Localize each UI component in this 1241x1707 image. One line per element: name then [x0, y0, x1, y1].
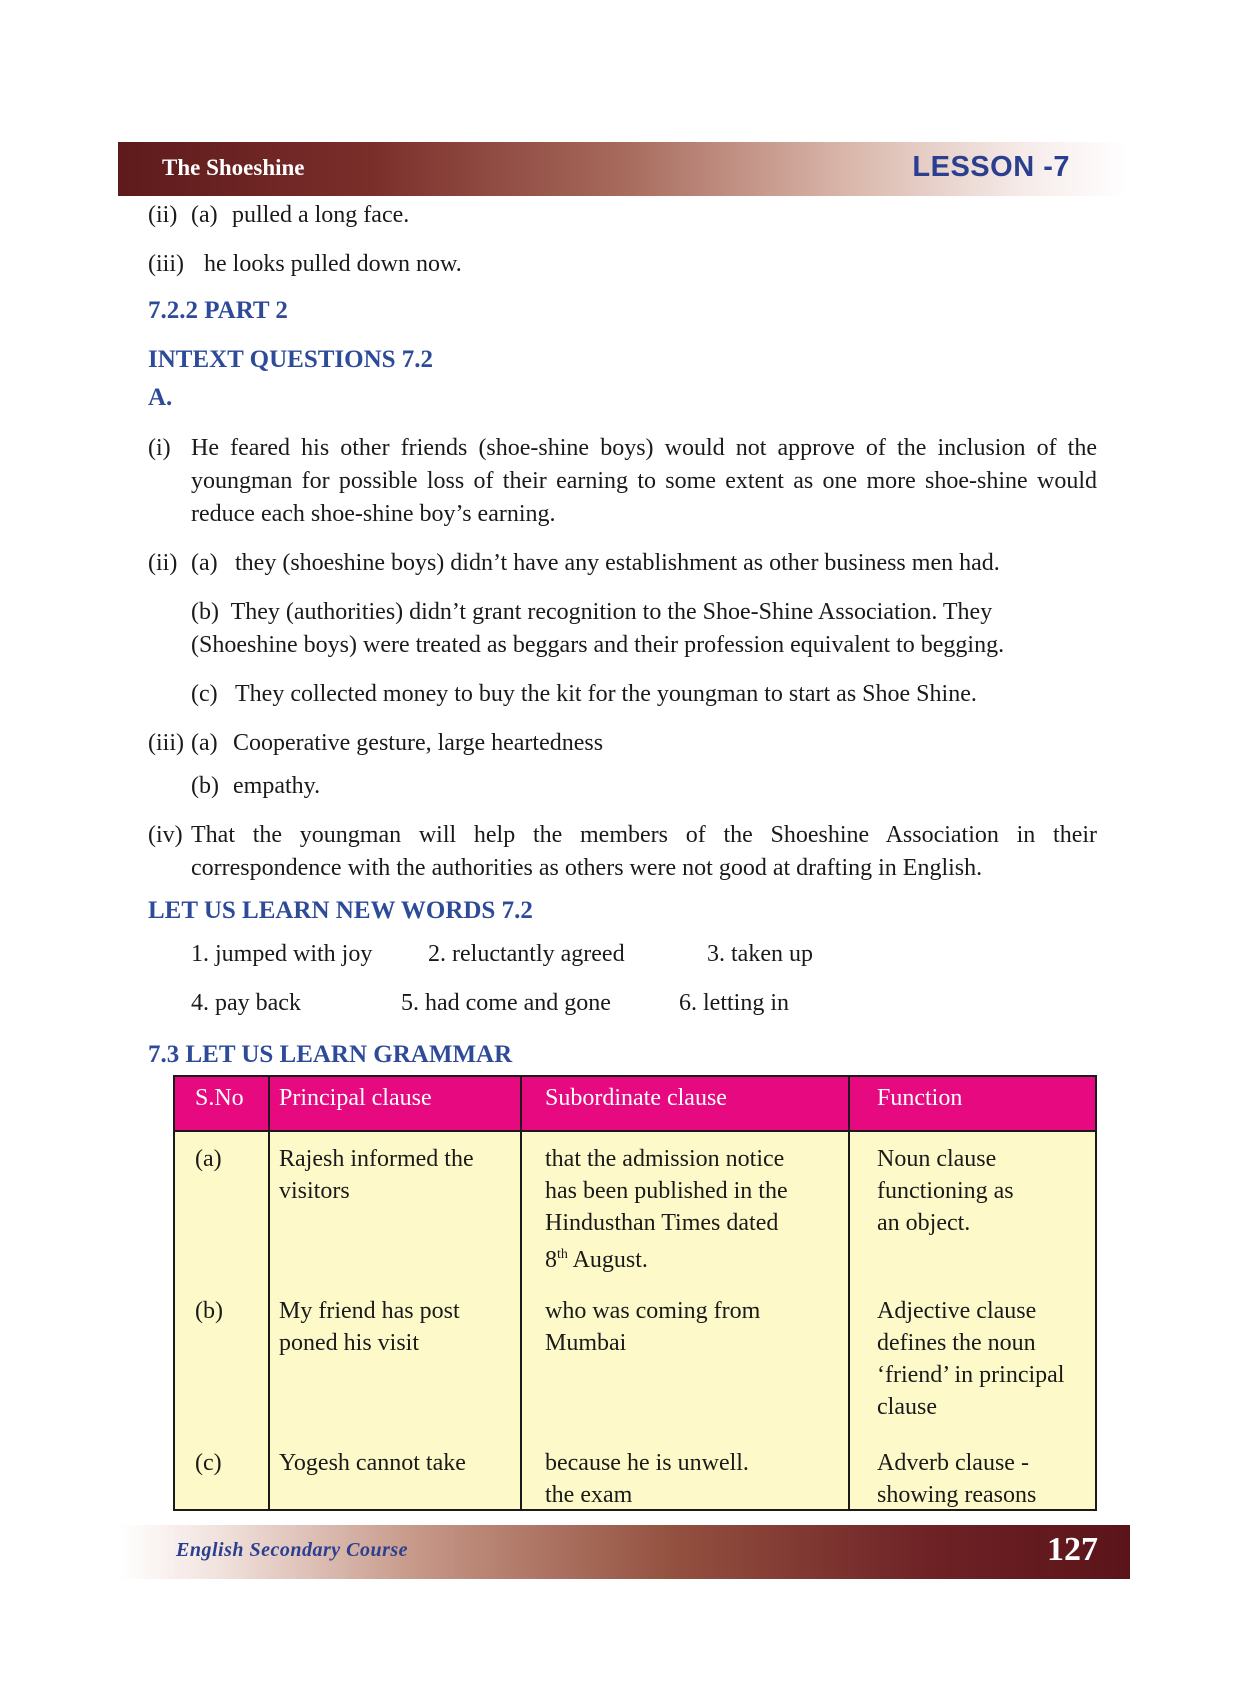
prev-answer-ii-num: (ii)	[148, 202, 178, 228]
row-a-function	[877, 1143, 1014, 1239]
subsection-a-heading: A.	[148, 384, 173, 411]
intext-questions-heading: INTEXT QUESTIONS 7.2	[148, 346, 434, 373]
prev-answer-iii-text: he looks pulled down now.	[204, 251, 462, 277]
column-divider	[268, 1077, 270, 1509]
answer-iii-b-text: empathy.	[233, 773, 321, 799]
new-word-2: 2. reluctantly agreed	[428, 941, 625, 967]
row-a-date	[545, 1239, 788, 1276]
row-a-sno: (a)	[195, 1146, 222, 1172]
new-words-heading: LET US LEARN NEW WORDS 7.2	[148, 897, 533, 924]
row-a-date-sup: th	[557, 1247, 568, 1262]
answer-i-num: (i)	[148, 435, 171, 461]
answer-iv-text: That the youngman will help the members of the Shoeshine Association in their correspondence with the authorities as others were not good at drafting in English.	[191, 822, 1097, 881]
new-word-6: 6. letting in	[679, 990, 789, 1016]
row-a-subordinate	[545, 1143, 788, 1276]
row-a-subordinate-line: has been published in the	[545, 1178, 788, 1204]
new-word-3: 3. taken up	[707, 941, 813, 967]
answer-ii-c-text: They collected money to buy the kit for the youngman to start as Shoe Shine.	[235, 681, 977, 707]
course-title: English Secondary Course	[176, 1539, 409, 1561]
row-a-subordinate-line: Hindusthan Times dated	[545, 1210, 779, 1236]
lesson-label: LESSON -7	[912, 151, 1070, 183]
row-b-subordinate	[545, 1295, 760, 1359]
row-c-sno: (c)	[195, 1450, 222, 1476]
row-a-function-line: Noun clause	[877, 1146, 997, 1172]
grammar-heading: 7.3 LET US LEARN GRAMMAR	[148, 1041, 513, 1068]
row-c-function-line: Adverb clause -	[877, 1450, 1029, 1476]
row-a-subordinate-line: that the admission notice	[545, 1146, 785, 1172]
new-word-1: 1. jumped with joy	[191, 941, 373, 967]
row-b-function-line: defines the noun	[877, 1330, 1036, 1356]
grammar-table	[173, 1075, 1097, 1511]
row-a-date-month: August.	[567, 1247, 648, 1273]
answer-i-text: He feared his other friends (shoe-shine boys) would not approve of the inclusion of the youngman for possible loss of their earning to some extent as one more shoe-shine would reduce each shoe-shine boy’s earning.	[191, 435, 1097, 527]
prev-answer-ii-text: pulled a long face.	[232, 202, 410, 228]
col-header-subordinate: Subordinate clause	[545, 1085, 727, 1111]
section-part-heading: 7.2.2 PART 2	[148, 297, 288, 324]
row-a-function-line: an object.	[877, 1210, 971, 1236]
row-c-subordinate-line: because he is unwell.	[545, 1450, 749, 1476]
answer-ii-b	[191, 596, 1097, 662]
row-a-principal-line: visitors	[279, 1178, 350, 1204]
answer-ii-c-label: (c)	[191, 681, 218, 707]
row-b-principal-line: My friend has post	[279, 1298, 460, 1324]
answer-iv-num: (iv)	[148, 822, 183, 848]
grammar-table-header	[175, 1077, 1095, 1132]
row-a-principal-line: Rajesh informed the	[279, 1146, 474, 1172]
row-b-function-line: clause	[877, 1394, 937, 1420]
answer-iii-a-text: Cooperative gesture, large heartedness	[233, 730, 604, 756]
column-divider	[520, 1077, 522, 1509]
new-word-5: 5. had come and gone	[401, 990, 611, 1016]
answer-iii-a-label: (a)	[191, 730, 218, 756]
col-header-principal: Principal clause	[279, 1085, 432, 1111]
row-b-function-line: Adjective clause	[877, 1298, 1037, 1324]
row-c-function	[877, 1447, 1036, 1511]
row-b-subordinate-line: Mumbai	[545, 1330, 627, 1356]
answer-iii-b-label: (b)	[191, 773, 219, 799]
row-c-principal-line: Yogesh cannot take	[279, 1450, 466, 1476]
page-footer	[118, 1525, 1130, 1579]
column-divider	[848, 1077, 850, 1509]
prev-answer-iii-num: (iii)	[148, 251, 184, 277]
row-a-principal	[279, 1143, 474, 1207]
chapter-title: The Shoeshine	[162, 155, 305, 180]
prev-answer-ii-sub: (a)	[191, 202, 218, 228]
row-b-principal	[279, 1295, 460, 1359]
col-header-sno: S.No	[195, 1085, 244, 1111]
page-header	[118, 142, 1128, 196]
row-c-subordinate-line: the exam	[545, 1482, 633, 1508]
row-c-principal	[279, 1447, 466, 1479]
row-a-function-line: functioning as	[877, 1178, 1014, 1204]
row-b-sno: (b)	[195, 1298, 223, 1324]
answer-iii-num: (iii)	[148, 730, 184, 756]
row-c-function-line: showing reasons	[877, 1482, 1037, 1508]
page-number: 127	[1047, 1531, 1098, 1568]
row-b-principal-line: poned his visit	[279, 1330, 420, 1356]
row-b-subordinate-line: who was coming from	[545, 1298, 761, 1324]
row-b-function-line: ‘friend’ in principal	[877, 1362, 1065, 1388]
new-word-4: 4. pay back	[191, 990, 301, 1016]
answer-ii-b-label: (b)	[191, 599, 219, 625]
answer-ii-b-text: They (authorities) didn’t grant recognition to the Shoe-Shine Association. They (Shoeshine boys) were treated as beggars and their profession equivalent to begging.	[191, 599, 1005, 658]
row-c-subordinate	[545, 1447, 749, 1511]
answer-ii-a-text: they (shoeshine boys) didn’t have any establishment as other business men had.	[235, 550, 1000, 576]
row-b-function	[877, 1295, 1064, 1423]
answer-ii-num: (ii)	[148, 550, 178, 576]
row-a-date-day: 8	[545, 1247, 557, 1273]
col-header-function: Function	[877, 1085, 963, 1111]
answer-ii-a-label: (a)	[191, 550, 218, 576]
